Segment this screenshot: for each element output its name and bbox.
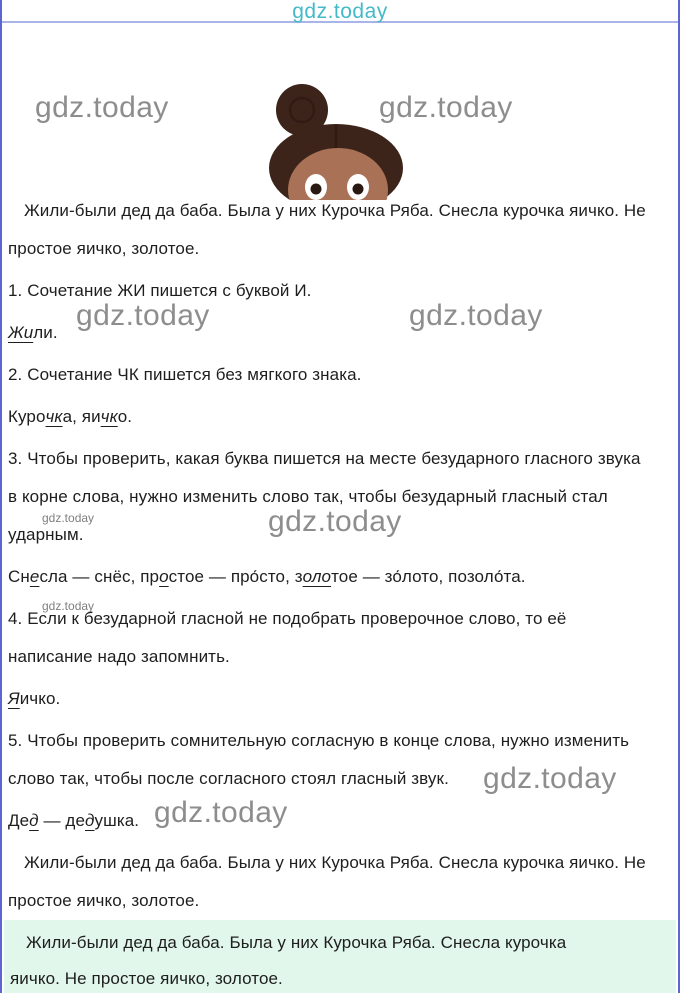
- watermark: gdz.today: [379, 91, 513, 124]
- watermark: gdz.today: [268, 505, 402, 538]
- rule-4: 4. Если к безударной гласной не подобрать проверочное слово, то её написание надо запомнить.: [8, 609, 567, 666]
- site-logo-watermark: gdz.today: [292, 0, 388, 23]
- rule-3: 3. Чтобы проверить, какая буква пишется на месте безударного гласного звука в корне слова, нужно изменить слово так, чтобы безударный гласный стал ударным.: [8, 449, 641, 544]
- rule-5: 5. Чтобы проверить сомнительную согласную в конце слова, нужно изменить слово так, чтобы после согласного стоял гласный звук.: [8, 731, 630, 788]
- watermark: gdz.today: [35, 91, 169, 124]
- watermark: gdz.today: [409, 299, 543, 332]
- rule-1: 1. Сочетание ЖИ пишется с буквой И.: [8, 281, 312, 300]
- rule-5-example: Дед — дедушка.: [8, 811, 140, 830]
- rule-1-example: Жили.: [8, 323, 58, 342]
- girl-peeking-illustration: [264, 84, 409, 200]
- rule-4-example: Яичко.: [8, 689, 61, 708]
- repeat-paragraph: Жили-были дед да баба. Была у них Курочка Ряба. Снесла курочка яичко. Не простое яичко, золотое.: [8, 853, 646, 910]
- watermark: gdz.today: [76, 299, 210, 332]
- watermark-small: gdz.today: [42, 511, 95, 525]
- watermark: gdz.today: [154, 796, 288, 829]
- highlight-answer: Жили-были дед да баба. Была у них Курочка Ряба. Снесла курочка яичко. Не простое яичко, золотое.: [4, 920, 676, 993]
- rule-3-example: Снесла — снёс, простое — про́сто, золотое — зо́лото, позоло́та.: [8, 567, 526, 586]
- watermark-small: gdz.today: [42, 599, 95, 613]
- answer-content: [2, 192, 678, 920]
- rule-2-example: Курочка, яичко.: [8, 407, 133, 426]
- intro-paragraph: Жили-были дед да баба. Была у них Курочка Ряба. Снесла курочка яичко. Не простое яичко, золотое.: [8, 201, 646, 258]
- watermark: gdz.today: [483, 762, 617, 795]
- rule-2: 2. Сочетание ЧК пишется без мягкого знака.: [8, 365, 362, 384]
